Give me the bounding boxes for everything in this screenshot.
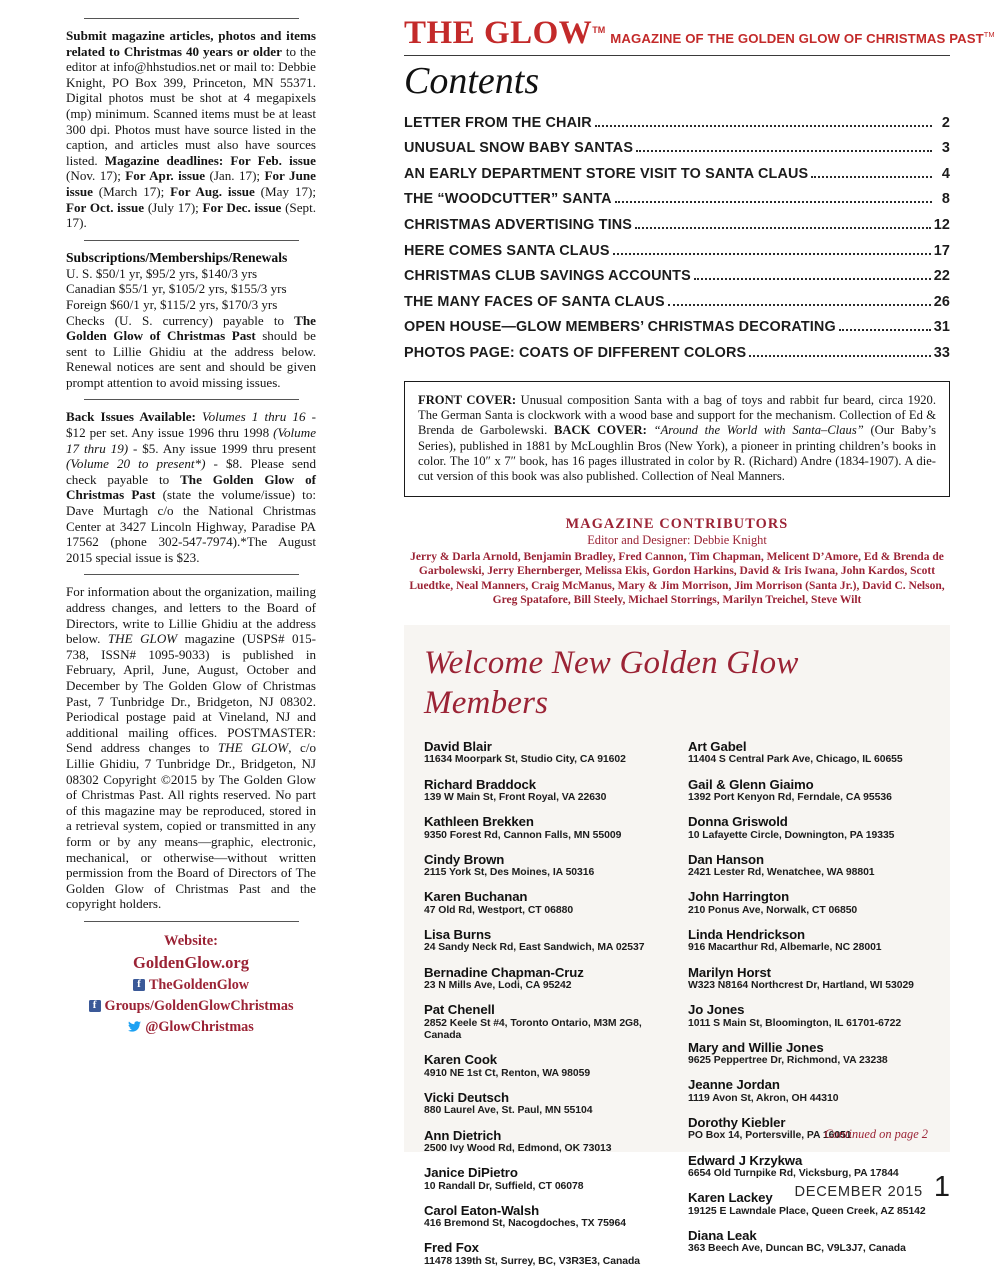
facebook-page-label: TheGoldenGlow: [148, 976, 250, 993]
twitter-handle-label: @GlowChristmas: [145, 1018, 254, 1035]
list-item: [424, 965, 666, 993]
back-cover-text: (Our Baby’s Series), published in 1881 by McLoughlin Bros (New York), a pioneer in printing children’s books in color. The 10″ x 7″ book, has 16 pages illustrated in color by R. (Richard) Andre (1834-1907). A die-cut version of this book was also published. Collection of Neal Manners.: [418, 423, 936, 483]
list-item: [424, 739, 666, 767]
submit-bold-intro: Submit magazine articles, photos and items related to Christmas 40 years or older: [66, 28, 316, 59]
toc-leader-dots: [636, 150, 932, 152]
member-address: 880 Laurel Ave, St. Paul, MN 55104: [424, 1105, 593, 1117]
member-address: 11404 S Central Park Ave, Chicago, IL 60655: [688, 754, 903, 766]
submit-text-1: to the editor at info@hhstudios.net or mail to: Debbie Knight, PO Box 399, Princeton, MN 55371. Digital photos must be shot at 4 megapixels (mp) minimum. Scanned items must be at least 300 dpi. Photos must have source listed in the caption, and articles must also have sources listed.: [66, 43, 316, 168]
toc-entry-label: LETTER FROM THE CHAIR: [404, 114, 592, 131]
deadline-dec: (Sept. 17).: [66, 199, 316, 231]
checks-payable-prefix: Checks (U. S. currency) payable to: [66, 312, 295, 328]
toc-leader-dots: [613, 253, 931, 255]
list-item: [688, 777, 930, 805]
member-name: Ann Dietrich: [424, 1127, 502, 1143]
twitter-link[interactable]: [66, 1017, 316, 1038]
member-address: 916 Macarthur Rd, Albemarle, NC 28001: [688, 942, 882, 954]
facebook-group-link[interactable]: [66, 996, 316, 1017]
deadline-aug-label: For Aug. issue: [170, 183, 255, 199]
checks-payable-suffix: should be sent to Lillie Ghidiu at the address below. Renewal notices are sent and should be given prompt attention to avoid missing issues.: [66, 328, 316, 390]
toc-entry-label: CHRISTMAS ADVERTISING TINS: [404, 216, 633, 233]
subscriptions-payment-text: [66, 313, 316, 391]
deadline-dec-label: For Dec. issue: [202, 199, 282, 215]
back-cover-title: “Around the World with Santa–Claus”: [646, 423, 864, 438]
member-name: Kathleen Brekken: [424, 814, 534, 830]
trademark-symbol: TM: [592, 25, 606, 35]
list-item: [688, 739, 930, 767]
deadline-oct: (July 17);: [144, 199, 203, 215]
info-paragraph-1: For information about the organization, mailing address changes, and letters to the Board of Directors, write to Lillie Ghidiu at the address below.: [66, 584, 316, 647]
toc-entry-page: 2: [941, 114, 950, 131]
member-address: 24 Sandy Neck Rd, East Sandwich, MA 02537: [424, 942, 645, 954]
toc-entry[interactable]: [404, 338, 950, 364]
cover-credits-box: [404, 381, 950, 497]
website-block: [66, 931, 316, 1038]
toc-entry-label: PHOTOS PAGE: COATS OF DIFFERENT COLORS: [404, 344, 747, 361]
members-column-left: [424, 739, 666, 1278]
page-title: Contents: [404, 60, 540, 102]
back-issues-block: [66, 409, 316, 565]
toc-leader-dots: [749, 355, 930, 357]
toc-entry[interactable]: [404, 159, 950, 185]
member-address: 1392 Port Kenyon Rd, Ferndale, CA 95536: [688, 792, 892, 804]
member-name: Vicki Deutsch: [424, 1089, 509, 1105]
twitter-icon: [128, 1021, 141, 1033]
toc-entry-page: 4: [941, 165, 950, 182]
member-name: Linda Hendrickson: [688, 926, 806, 942]
org-name-bold-2: The Golden Glow of Christmas Past: [66, 471, 316, 503]
org-name-bold: The Golden Glow of Christmas Past: [66, 312, 316, 344]
member-name: Janice DiPietro: [424, 1165, 518, 1181]
website-url-link[interactable]: GoldenGlow.org: [133, 952, 249, 972]
welcome-title: Welcome New Golden Glow Members: [424, 644, 799, 721]
deadline-jun: (March 17);: [92, 183, 171, 199]
toc-entry[interactable]: [404, 185, 950, 211]
member-address: 1011 S Main St, Bloomington, IL 61701-6722: [688, 1017, 902, 1029]
member-address: W323 N8164 Northcrest Dr, Hartland, WI 53029: [688, 980, 914, 992]
toc-entry[interactable]: [404, 210, 950, 236]
editor-designer-credit: Editor and Designer: Debbie Knight: [587, 533, 767, 548]
deadline-feb: (Nov. 17);: [66, 168, 126, 184]
submission-guidelines-block: [66, 28, 316, 231]
back-issues-label: Back Issues Available:: [66, 409, 196, 425]
subtitle-trademark-symbol: TM: [983, 30, 995, 39]
member-name: Karen Lackey: [688, 1190, 773, 1206]
toc-entry-label: HERE COMES SANTA CLAUS: [404, 242, 610, 259]
member-address: 416 Bremond St, Nacogdoches, TX 75964: [424, 1218, 626, 1230]
list-item: [424, 1240, 666, 1268]
toc-entry-page: 17: [933, 242, 950, 259]
list-item: [688, 1040, 930, 1068]
list-item: [688, 965, 930, 993]
volumes-1-16: Volumes 1 thru 16: [195, 409, 306, 425]
list-item: [688, 852, 930, 880]
toc-entry-label: OPEN HOUSE—GLOW MEMBERS’ CHRISTMAS DECORATING: [404, 319, 836, 336]
member-address: 19125 E Lawndale Place, Queen Creek, AZ 85142: [688, 1205, 926, 1217]
back-issues-text-3: - $8. Please send check payable to: [66, 456, 316, 487]
toc-entry[interactable]: [404, 313, 950, 339]
deadline-oct-label: For Oct. issue: [66, 199, 145, 215]
glow-italic-1: THE GLOW: [107, 631, 178, 647]
member-address: 10 Lafayette Circle, Downington, PA 19335: [688, 829, 895, 841]
page-footer: [795, 1173, 950, 1202]
deadline-apr-label: For Apr. issue: [125, 168, 206, 184]
member-address: 9350 Forest Rd, Cannon Falls, MN 55009: [424, 829, 622, 841]
back-cover-label: BACK COVER:: [554, 423, 647, 438]
back-issues-text-4: (state the volume/issue) to: Dave Murtagh c/o the National Christmas Center at 3427 Lincoln Highway, Paradise PA 17562 (phone 302-547-7974).*The August 2015 special issue is $23.: [66, 487, 317, 565]
deadlines-label: Magazine deadlines: For Feb. issue: [104, 152, 316, 168]
glow-italic-2: THE GLOW: [217, 740, 289, 756]
member-name: Cindy Brown: [424, 851, 505, 867]
toc-leader-dots: [694, 278, 931, 280]
member-name: Lisa Burns: [424, 926, 492, 942]
subscription-rate-foreign: Foreign $60/1 yr, $115/2 yrs, $170/3 yrs: [66, 296, 278, 312]
list-item: [688, 927, 930, 955]
subscription-rate-us: U. S. $50/1 yr, $95/2 yrs, $140/3 yrs: [66, 265, 258, 281]
member-address: PO Box 14, Portersville, PA 16051: [688, 1130, 852, 1142]
list-item: [424, 1052, 666, 1080]
member-name: John Harrington: [688, 889, 790, 905]
list-item: [424, 889, 666, 917]
list-item: [424, 777, 666, 805]
contributor-names-list: Jerry & Darla Arnold, Benjamin Bradley, Fred Cannon, Tim Chapman, Melicent D’Amore, Ed & Brenda de Garbolewski, Jerry Ehernberger, Melissa Ekis, Gordon Harkins, David & Iris Iwana, John Kardos, Scott Luedtke, Neal Manners, Craig McManus, Mary & Jim Morrison, Jim Morrison (Santa Jr.), David C. Nelson, Greg Spatafore, Bill Steely, Michael Storrings, Marilyn Treichel, Steve Wilt: [409, 551, 945, 606]
member-address: 2852 Keele St #4, Toronto Ontario, M3M 2G8, Canada: [424, 1017, 642, 1042]
member-address: 363 Beech Ave, Duncan BC, V9L3J7, Canada: [688, 1243, 906, 1255]
toc-entry-page: 12: [933, 216, 950, 233]
member-address: 11478 139th St, Surrey, BC, V3R3E3, Canada: [424, 1255, 641, 1267]
toc-entry[interactable]: [404, 236, 950, 262]
member-name: Carol Eaton-Walsh: [424, 1202, 540, 1218]
divider-rule-back-issues: [84, 399, 299, 400]
toc-entry-page: 3: [941, 140, 950, 157]
member-name: Dan Hanson: [688, 851, 764, 867]
member-name: Gail & Glenn Giaimo: [688, 776, 814, 792]
list-item: [688, 814, 930, 842]
toc-entry-label: AN EARLY DEPARTMENT STORE VISIT TO SANTA CLAUS: [404, 165, 809, 182]
facebook-icon: [89, 1000, 101, 1012]
member-address: 23 N Mills Ave, Lodi, CA 95242: [424, 980, 572, 992]
member-name: Jo Jones: [688, 1002, 745, 1018]
toc-entry-label: THE MANY FACES OF SANTA CLAUS: [404, 293, 665, 310]
member-address: 47 Old Rd, Westport, CT 06880: [424, 904, 574, 916]
list-item: [688, 889, 930, 917]
member-address: 6654 Old Turnpike Rd, Vicksburg, PA 17844: [688, 1168, 899, 1179]
member-name: Jeanne Jordan: [688, 1077, 780, 1093]
toc-entry-page: 26: [933, 293, 950, 310]
contributors-title: MAGAZINE CONTRIBUTORS: [565, 516, 789, 533]
member-address: 2115 York St, Des Moines, IA 50316: [424, 867, 595, 879]
list-item: [424, 814, 666, 842]
member-name: Diana Leak: [688, 1227, 757, 1243]
divider-rule-subscriptions: [84, 240, 299, 241]
toc-entry-page: 22: [933, 268, 950, 285]
toc-entry[interactable]: [404, 108, 950, 134]
member-name: Fred Fox: [424, 1240, 479, 1256]
member-address: 1119 Avon St, Akron, OH 44310: [688, 1092, 839, 1104]
member-address: 10 Randall Dr, Suffield, CT 06078: [424, 1180, 584, 1192]
toc-leader-dots: [811, 176, 932, 178]
list-item: [424, 1203, 666, 1231]
toc-entry[interactable]: [404, 134, 950, 160]
list-item: [424, 927, 666, 955]
member-name: David Blair: [424, 738, 492, 754]
member-name: Mary and Willie Jones: [688, 1039, 824, 1055]
volumes-17-19: (Volume 17 thru 19): [66, 425, 316, 456]
toc-leader-dots: [839, 329, 931, 331]
toc-leader-dots: [615, 201, 932, 203]
continued-note: Continued on page 2: [824, 1126, 928, 1141]
member-name: Marilyn Horst: [688, 964, 771, 980]
member-address: 4910 NE 1st Ct, Renton, WA 98059: [424, 1067, 591, 1079]
page-number: 1: [933, 1171, 950, 1203]
deadline-apr: (Jan. 17);: [205, 168, 265, 184]
list-item: [424, 1002, 666, 1043]
subscriptions-heading: Subscriptions/Memberships/Renewals: [66, 249, 288, 265]
toc-leader-dots: [635, 227, 931, 229]
info-paragraph-3: , c/o Lillie Ghidiu, 7 Tunbridge Dr., Bridgeton, NJ 08302 Copyright ©2015 by The Golden Glow of Christmas Past. All rights reserved. No part of this magazine may be reproduced, stored in a retrieval system, copied or transmitted in any form or by any means—graphic, electronic, mechanical, or otherwise—without written permission from the Board of Directors of The Golden Glow of Christmas Past and the copyright holders.: [66, 740, 316, 912]
back-issues-text-1: - $12 per set. Any issue 1996 thru 1998: [66, 409, 317, 441]
back-issues-text-2: - $5. Any issue 1999 thru present: [128, 440, 316, 456]
magazine-title: THE GLOW: [404, 15, 593, 51]
toc-entry-label: CHRISTMAS CLUB SAVINGS ACCOUNTS: [404, 268, 691, 285]
toc-entry[interactable]: [404, 287, 950, 313]
member-name: Bernadine Chapman-Cruz: [424, 964, 584, 980]
facebook-icon: [133, 979, 145, 991]
subscriptions-block: [66, 250, 316, 391]
facebook-page-link[interactable]: [66, 975, 316, 996]
volumes-20-present: (Volume 20 to present*): [66, 456, 206, 472]
divider-rule-top: [84, 18, 299, 19]
member-address: 11634 Moorpark St, Studio City, CA 91602: [424, 754, 626, 766]
front-cover-text: Unusual composition Santa with a bag of toys and rabbit fur beard, circa 1920. The German Santa is clockwork with a wood base and support for the mechanism. Collection of Ed & Brenda de Garbolewski.: [418, 392, 936, 438]
toc-entry-page: 31: [933, 319, 950, 336]
front-cover-label: FRONT COVER:: [418, 392, 517, 407]
masthead-divider: [404, 55, 950, 56]
deadline-aug: (May 17);: [254, 183, 316, 199]
masthead: [404, 15, 995, 51]
list-item: [688, 1228, 930, 1256]
toc-leader-dots: [595, 125, 932, 127]
info-paragraph-2: magazine (USPS# 015-738, ISSN# 1095-9033) is published in February, April, June, August, October and December by The Golden Glow of Christmas Past, 7 Tunbridge Dr., Bridgeton, NJ 08302. Periodical postage paid at Vineland, NJ and additional mailing offices. POSTMASTER: Send address changes to: [66, 631, 316, 756]
member-name: Donna Griswold: [688, 814, 788, 830]
organization-info-block: [66, 584, 316, 911]
member-name: Pat Chenell: [424, 1002, 495, 1018]
member-name: Karen Cook: [424, 1052, 498, 1068]
magazine-subtitle: MAGAZINE OF THE GOLDEN GLOW OF CHRISTMAS PAST: [610, 31, 984, 46]
toc-entry[interactable]: [404, 262, 950, 288]
issue-date: DECEMBER 2015: [794, 1184, 923, 1200]
member-address: 210 Ponus Ave, Norwalk, CT 06850: [688, 904, 858, 916]
toc-entry-label: THE “WOODCUTTER” SANTA: [404, 191, 612, 208]
member-address: 2421 Lester Rd, Wenatchee, WA 98801: [688, 867, 875, 879]
subscription-rate-canadian: Canadian $55/1 yr, $105/2 yrs, $155/3 yrs: [66, 281, 287, 297]
table-of-contents: [404, 108, 950, 364]
member-address: 2500 Ivy Wood Rd, Edmond, OK 73013: [424, 1143, 612, 1154]
toc-entry-label: UNUSUAL SNOW BABY SANTAS: [404, 140, 634, 157]
divider-rule-website: [84, 921, 299, 922]
divider-rule-info: [84, 574, 299, 575]
deadline-jun-label: For June issue: [66, 168, 316, 199]
toc-entry-page: 33: [933, 344, 950, 361]
member-address: 139 W Main St, Front Royal, VA 22630: [424, 792, 607, 804]
toc-leader-dots: [668, 304, 931, 306]
member-name: Art Gabel: [688, 738, 747, 754]
list-item: [688, 1077, 930, 1105]
list-item: [424, 852, 666, 880]
member-name: Karen Buchanan: [424, 889, 528, 905]
member-name: Richard Braddock: [424, 776, 536, 792]
list-item: [424, 1128, 666, 1156]
website-label: Website:: [164, 932, 218, 949]
member-name: Dorothy Kiebler: [688, 1114, 786, 1130]
member-address: 9625 Peppertree Dr, Richmond, VA 23238: [688, 1055, 888, 1067]
list-item: [688, 1002, 930, 1030]
toc-entry-page: 8: [941, 191, 950, 208]
facebook-group-label: Groups/GoldenGlowChristmas: [104, 997, 294, 1014]
masthead-info-column: [66, 18, 316, 1038]
list-item: [424, 1090, 666, 1118]
list-item: [424, 1165, 666, 1193]
member-name: Edward J Krzykwa: [688, 1152, 803, 1168]
contributors-section: [404, 516, 950, 607]
